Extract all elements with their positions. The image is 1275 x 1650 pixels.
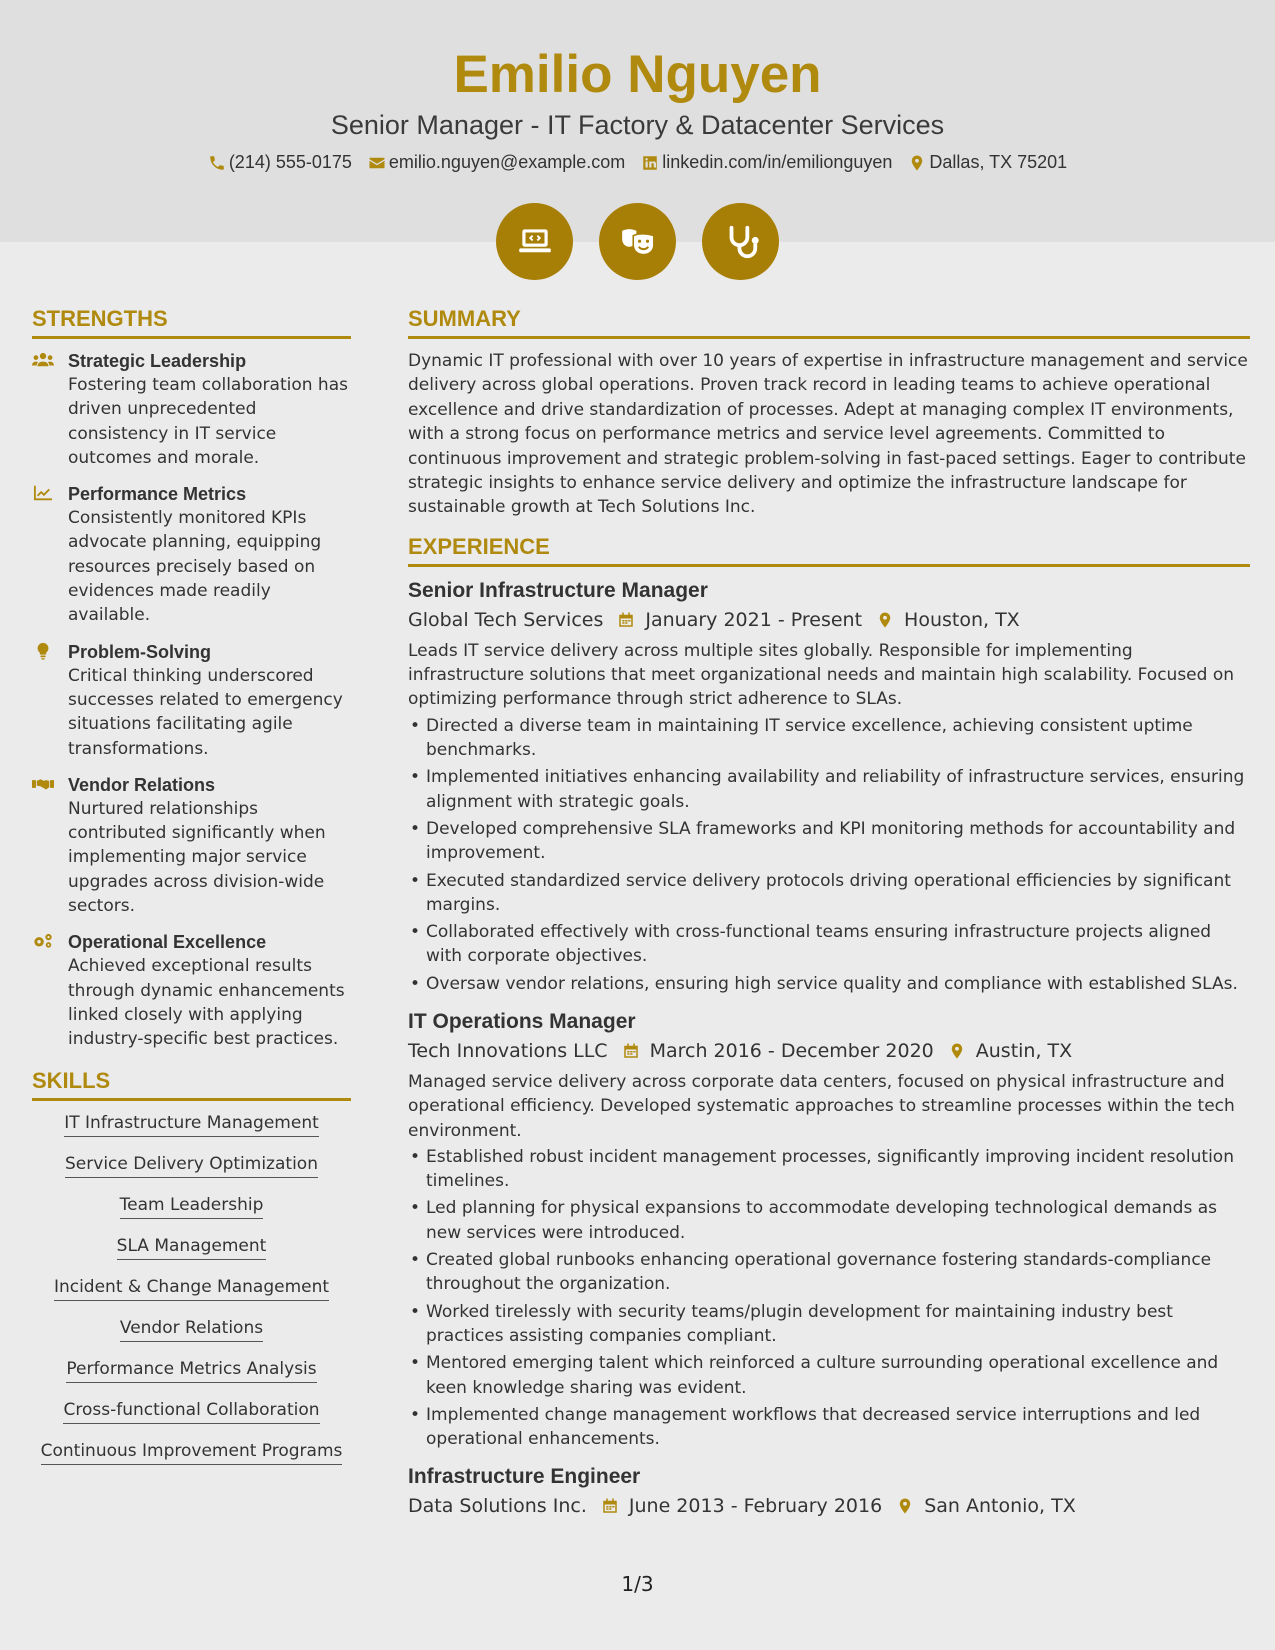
strength-item (32, 640, 351, 761)
strength-item (32, 349, 351, 470)
strength-title: Strategic Leadership (68, 351, 247, 371)
cogs-icon (32, 932, 54, 950)
job-desc: Managed service delivery across corporate data centers, focused on physical infrastructure and operational efficiency. Developed systematic approaches to streamline processes within the tech environment. (408, 1072, 1235, 1141)
job-dates: January 2021 - Present (645, 608, 863, 631)
hobby-circle-theater (599, 203, 676, 280)
linkedin-text: linkedin.com/in/emilionguyen (662, 152, 893, 172)
strength-title: Vendor Relations (68, 774, 216, 795)
bullet-item: • Oversaw vendor relations, ensuring high service quality and compliance with established SLAs. (408, 972, 1250, 996)
strength-title: Problem-Solving (68, 641, 212, 662)
contact-linkedin[interactable] (641, 152, 892, 173)
strength-item (32, 482, 351, 627)
skills-list (32, 1111, 351, 1465)
bullet-item: • Worked tirelessly with security teams/plugin development for maintaining industry best practices assisting companies compliant. (408, 1300, 1250, 1349)
job-meta (408, 1491, 1250, 1521)
job-entry (408, 1463, 1250, 1521)
lightbulb-icon (32, 642, 54, 660)
bullet-item: • Implemented change management workflows that decreased service interruptions and led operational enhancements. (408, 1403, 1250, 1452)
skill-tag: Continuous Improvement Programs (41, 1439, 343, 1465)
strength-desc: Consistently monitored KPIs advocate planning, equipping resources precisely based on evidences made readily available. (68, 508, 322, 626)
job-bullets (408, 1145, 1250, 1452)
map-pin-icon (876, 611, 894, 629)
hobby-circle-coding (496, 203, 573, 280)
calendar-icon (617, 611, 635, 629)
bullet-item: • Established robust incident management processes, significantly improving incident resolution timelines. (408, 1145, 1250, 1194)
hobby-icons (0, 203, 1275, 280)
skill-tag: IT Infrastructure Management (64, 1111, 319, 1137)
theater-masks-icon (619, 223, 657, 261)
job-bullets (408, 714, 1250, 996)
users-icon (32, 351, 54, 369)
job-location: San Antonio, TX (924, 1495, 1076, 1518)
strength-desc: Critical thinking underscored successes related to emergency situations facilitating agile transformations. (68, 665, 343, 759)
linkedin-icon (641, 154, 659, 172)
skill-tag: Service Delivery Optimization (65, 1152, 318, 1178)
job-company: Tech Innovations LLC (408, 1040, 608, 1062)
handshake-icon (32, 775, 54, 793)
job-company: Data Solutions Inc. (408, 1495, 587, 1518)
phone-icon (208, 154, 226, 172)
job-title: Senior Infrastructure Manager (408, 578, 708, 602)
envelope-icon (368, 154, 386, 172)
strength-title: Operational Excellence (68, 932, 267, 953)
strength-item (32, 773, 351, 918)
strengths-heading: STRENGTHS (32, 306, 351, 339)
hobby-circle-medical (702, 203, 779, 280)
job-company: Global Tech Services (408, 608, 604, 631)
summary-heading: SUMMARY (408, 306, 1250, 339)
strength-desc: Nurtured relationships contributed significantly when implementing major service upgrades across division-wide sectors. (68, 798, 326, 917)
strength-item (32, 930, 351, 1051)
candidate-name: Emilio Nguyen (453, 45, 822, 104)
map-pin-icon (908, 154, 926, 172)
job-location: Austin, TX (975, 1040, 1073, 1062)
job-meta (408, 605, 1250, 635)
contact-location (908, 152, 1067, 173)
bullet-item: • Directed a diverse team in maintaining IT service excellence, achieving consistent uptime benchmarks. (408, 714, 1250, 763)
bullet-item: • Executed standardized service delivery protocols driving operational efficiencies by significant margins. (408, 869, 1250, 918)
job-dates: March 2016 - December 2020 (649, 1040, 934, 1062)
email-text: emilio.nguyen@example.com (388, 152, 626, 172)
page-number: 1/3 (621, 1572, 654, 1596)
strength-title: Performance Metrics (68, 484, 247, 505)
job-desc: Leads IT service delivery across multiple sites globally. Responsible for implementing infrastructure solutions that meet organizational needs and maintain high scalability. Focused on optimizing performance through strict adherence to SLAs. (408, 640, 1235, 710)
contact-bar (0, 152, 1275, 173)
bullet-item: • Mentored emerging talent which reinforced a culture surrounding operational excellence and keen knowledge sharing was evident. (408, 1351, 1250, 1400)
strength-desc: Achieved exceptional results through dynamic enhancements linked closely with applying industry-specific best practices. (68, 956, 345, 1050)
bullet-item: • Collaborated effectively with cross-functional teams ensuring infrastructure projects aligned with corporate objectives. (408, 920, 1250, 969)
location-text: Dallas, TX 75201 (929, 152, 1068, 172)
skills-heading: SKILLS (32, 1068, 351, 1101)
job-location: Houston, TX (904, 608, 1020, 631)
bullet-item: • Implemented initiatives enhancing availability and reliability of infrastructure services, ensuring alignment with strategic goals. (408, 765, 1250, 814)
map-pin-icon (896, 1497, 914, 1515)
experience-heading: EXPERIENCE (408, 534, 1250, 567)
right-column (408, 306, 1250, 1533)
chart-line-icon (32, 484, 54, 502)
strength-desc: Fostering team collaboration has driven unprecedented consistency in IT service outcomes and morale. (68, 375, 348, 468)
laptop-code-icon (516, 223, 554, 261)
skill-tag: SLA Management (117, 1234, 267, 1260)
job-title: Infrastructure Engineer (408, 1465, 641, 1489)
calendar-icon (601, 1497, 619, 1515)
job-entry (408, 577, 1250, 996)
skill-tag: Team Leadership (120, 1193, 264, 1219)
summary-text: Dynamic IT professional with over 10 years of expertise in infrastructure management and service delivery across global operations. Proven track record in leading teams to achieve operational excellence and drive standardization of processes. Adept at managing complex IT environments, with a strong focus on performance metrics and service level agreements. Committed to continuous improvement and strategic problem-solving in fast-paced settings. Eager to contribute strategic insights to enhance service delivery and optimize the infrastructure landscape for sustainable growth at Tech Solutions Inc. (408, 351, 1248, 518)
job-title: IT Operations Manager (408, 1010, 636, 1033)
phone-text: (214) 555-0175 (228, 152, 352, 172)
skill-tag: Vendor Relations (120, 1316, 263, 1342)
stethoscope-icon (722, 223, 760, 261)
skill-tag: Performance Metrics Analysis (66, 1357, 316, 1383)
contact-phone[interactable] (208, 152, 352, 173)
left-column (32, 306, 351, 1480)
bullet-item: • Led planning for physical expansions to accommodate developing technological demands as new services were introduced. (408, 1196, 1250, 1245)
job-dates: June 2013 - February 2016 (628, 1495, 883, 1518)
bullet-item: • Developed comprehensive SLA frameworks and KPI monitoring methods for accountability and improvement. (408, 817, 1250, 866)
bullet-item: • Created global runbooks enhancing operational governance fostering standards-compliance throughout the organization. (408, 1248, 1250, 1297)
map-pin-icon (948, 1042, 966, 1060)
skill-tag: Incident & Change Management (54, 1275, 329, 1301)
job-entry (408, 1008, 1250, 1451)
candidate-title: Senior Manager - IT Factory & Datacenter Services (330, 110, 945, 140)
job-meta (408, 1036, 1250, 1066)
calendar-icon (622, 1042, 640, 1060)
skill-tag: Cross-functional Collaboration (63, 1398, 319, 1424)
contact-email[interactable] (368, 152, 625, 173)
